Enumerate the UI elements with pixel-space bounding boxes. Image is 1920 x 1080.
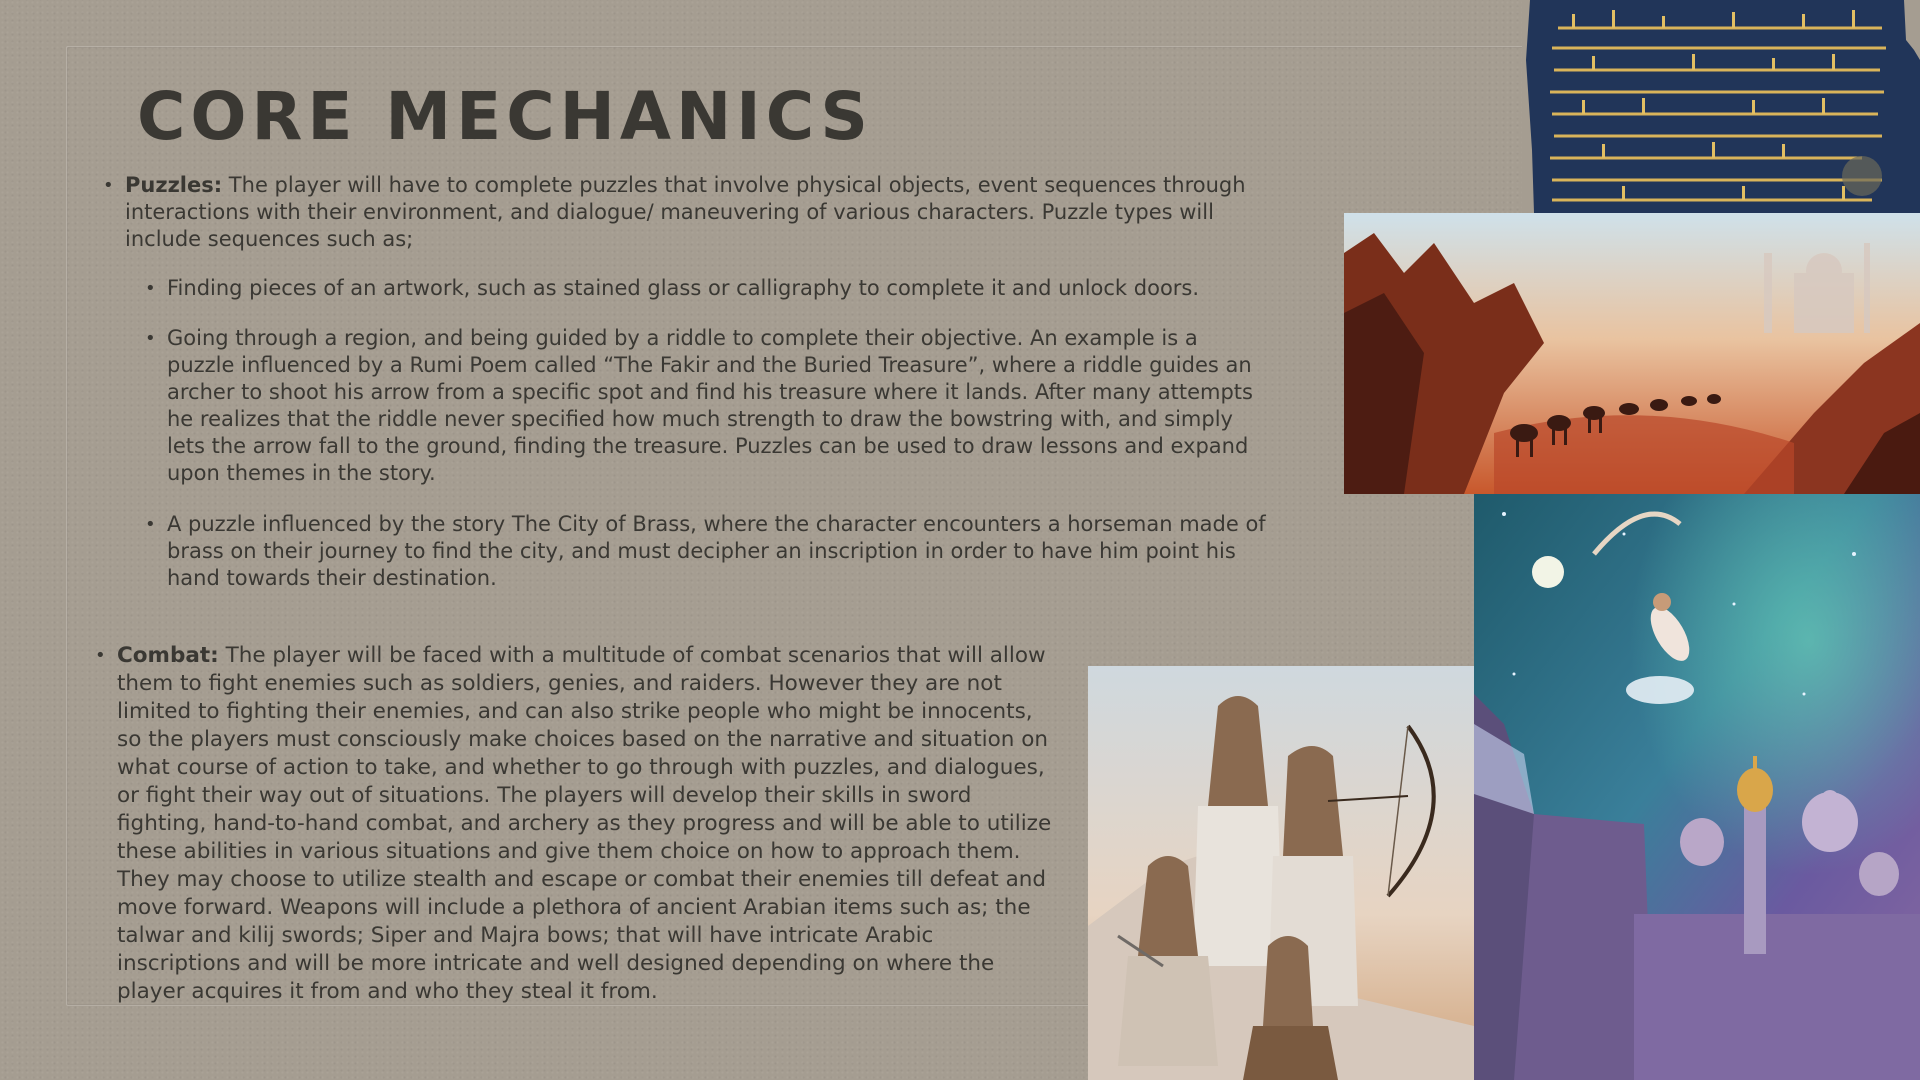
combat-text: The player will be faced with a multitude of combat scenarios that will allow them to fight enemies such as soldiers, genies, and raiders. However they are not limited to fighting their enemies, and can also strike people who might be innocents, so the players must consciously make choices based on the narrative and situation on what course of action to take, and whether to go through with puzzles, and dialogues, or fight their way out of situations. The players will develop their skills in sword fighting, hand-to-hand combat, and archery as they progress and will be able to utilize these abilities in various situations and give them choice on how to approach them. They may choose to utilize stealth and escape or combat their enemies till defeat and move forward. Weapons will include a plethora of ancient Arabian items such as; the talwar and kilij swords; Siper and Majra bows; that will have intricate Arabic inscriptions and will be more intricate and well designed depending on where the player acquires it from and who they steal it from. bbox=[117, 643, 1052, 1004]
puzzles-paragraph bbox=[125, 172, 1275, 253]
puzzles-text: The player will have to complete puzzles that involve physical objects, event sequences through interactions with their environment, and dialogue/ maneuvering of various characters. Puzzle types will include sequences such as; bbox=[125, 173, 1246, 251]
calligraphy-manuscript-image bbox=[1522, 0, 1920, 213]
combat-paragraph bbox=[117, 642, 1059, 1006]
combat-label: Combat: bbox=[117, 643, 219, 668]
puzzle-item-1: • Finding pieces of an artwork, such as stained glass or calligraphy to complete it and unlock doors. bbox=[167, 275, 1267, 302]
puzzle-item-3: • A puzzle influenced by the story The City of Brass, where the character encounters a horseman made of brass on their journey to find the city, and must decipher an inscription in order to have him point his hand towards their destination. bbox=[167, 511, 1267, 592]
night-palace-leap-image bbox=[1474, 494, 1920, 1080]
desert-caravan-image bbox=[1344, 213, 1920, 494]
puzzles-label: Puzzles: bbox=[125, 173, 223, 197]
desert-warriors-image bbox=[1088, 666, 1474, 1080]
puzzle-item-2: • Going through a region, and being guided by a riddle to complete their objective. An example is a puzzle influenced by a Rumi Poem called “The Fakir and the Buried Treasure”, where a riddle guides an archer to shoot his arrow from a specific spot and find his treasure where it lands. After many attempts he realizes that the riddle never specified how much strength to draw the bowstring with, and simply lets the arrow fall to the ground, finding the treasure. Puzzles can be used to draw lessons and expand upon themes in the story. bbox=[167, 325, 1267, 487]
slide-title: CORE MECHANICS bbox=[137, 78, 873, 155]
